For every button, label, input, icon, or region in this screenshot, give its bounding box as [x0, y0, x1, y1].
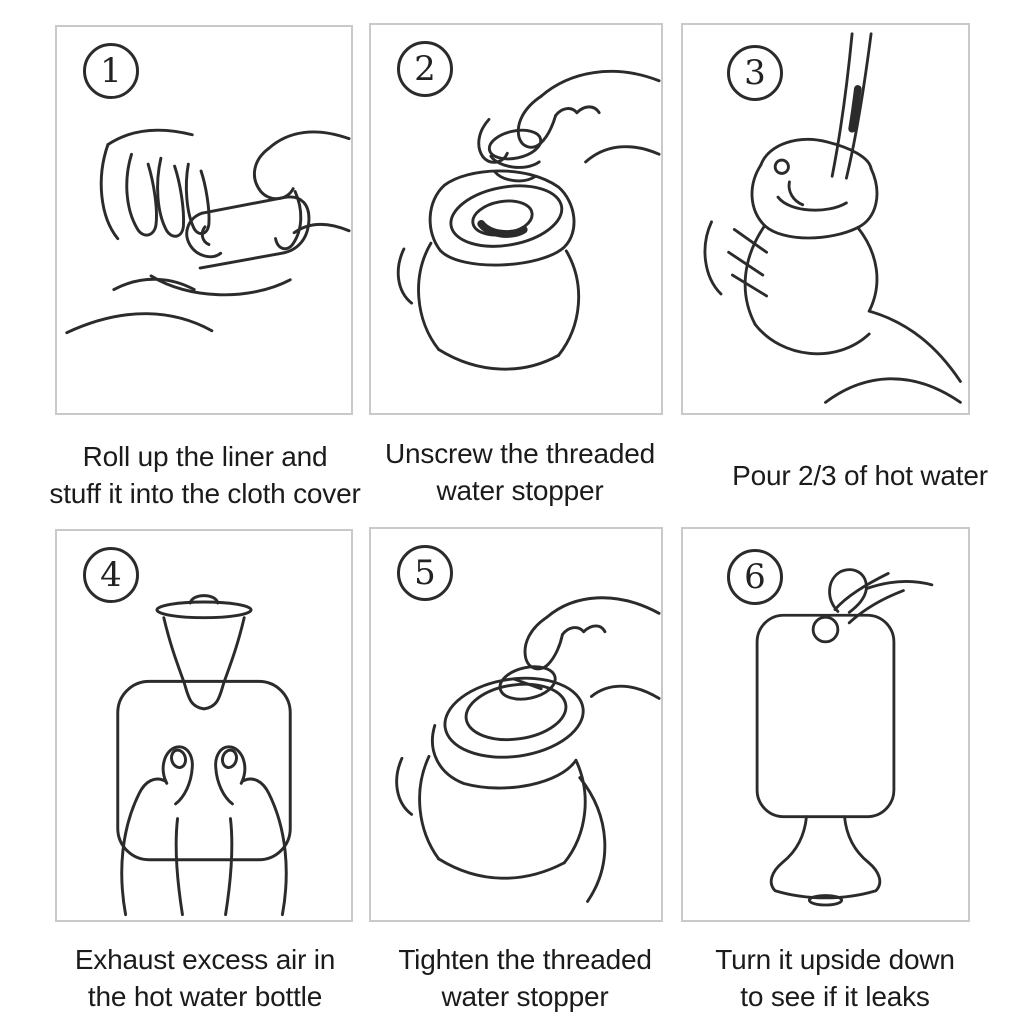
step-number: 3 — [744, 53, 766, 93]
left-hand — [122, 747, 193, 915]
step-caption-6 — [685, 938, 985, 1018]
caption-line: Pour 2/3 of hot water — [732, 459, 988, 491]
step-panel-3 — [681, 23, 970, 415]
step-number-badge — [727, 45, 783, 101]
bottle-mouth — [432, 670, 588, 788]
hand — [525, 598, 659, 699]
bottle-body — [757, 615, 894, 816]
right-hand — [216, 747, 287, 915]
step-caption-1 — [40, 435, 370, 515]
step-number: 1 — [100, 51, 122, 91]
bottle-body — [397, 756, 605, 901]
step-caption-5 — [370, 938, 680, 1018]
step-number: 2 — [414, 49, 436, 89]
caption-line: Tighten the threaded — [398, 944, 652, 975]
caption-line: Turn it upside down — [715, 944, 955, 975]
water-stream — [832, 34, 871, 178]
hang-hole — [813, 617, 838, 642]
caption-line: Exhaust excess air in — [74, 944, 336, 975]
step-caption-3 — [700, 435, 1020, 515]
cloth-cover — [67, 276, 290, 333]
step-number: 5 — [414, 553, 436, 593]
step-number-badge — [397, 545, 453, 601]
caption-line: water stopper — [441, 981, 609, 1012]
pour-hot-water-illustration — [683, 25, 968, 413]
caption-line: Roll up the liner and — [82, 441, 328, 472]
step-panel-5 — [369, 527, 663, 922]
right-hand — [254, 132, 349, 249]
bottle-body — [398, 243, 578, 369]
caption-line: stuff it into the cloth cover — [49, 478, 361, 509]
bottle-mouth — [752, 139, 877, 238]
bottle-neck-down — [771, 817, 880, 905]
leak-test-illustration — [683, 529, 968, 920]
step-number-badge — [83, 547, 139, 603]
step-number-badge — [83, 43, 139, 99]
bottle-mouth — [430, 171, 574, 265]
step-number: 6 — [744, 557, 766, 597]
caption-line: Unscrew the threaded — [385, 438, 655, 469]
step-panel-6 — [681, 527, 970, 922]
bottle-body — [745, 226, 877, 325]
holding-hand — [705, 222, 960, 403]
bottle-neck — [157, 596, 251, 709]
caption-line: water stopper — [436, 475, 604, 506]
step-number-badge — [397, 41, 453, 97]
step-panel-1 — [55, 25, 353, 415]
step-number-badge — [727, 549, 783, 605]
step-caption-4 — [40, 938, 370, 1018]
left-hand — [101, 130, 209, 238]
hand — [479, 71, 659, 162]
caption-line: the hot water bottle — [87, 981, 323, 1012]
step-caption-2 — [365, 432, 675, 512]
caption-line: to see if it leaks — [740, 981, 930, 1012]
step-panel-2 — [369, 23, 663, 415]
step-panel-4 — [55, 529, 353, 922]
step-number: 4 — [100, 555, 122, 595]
